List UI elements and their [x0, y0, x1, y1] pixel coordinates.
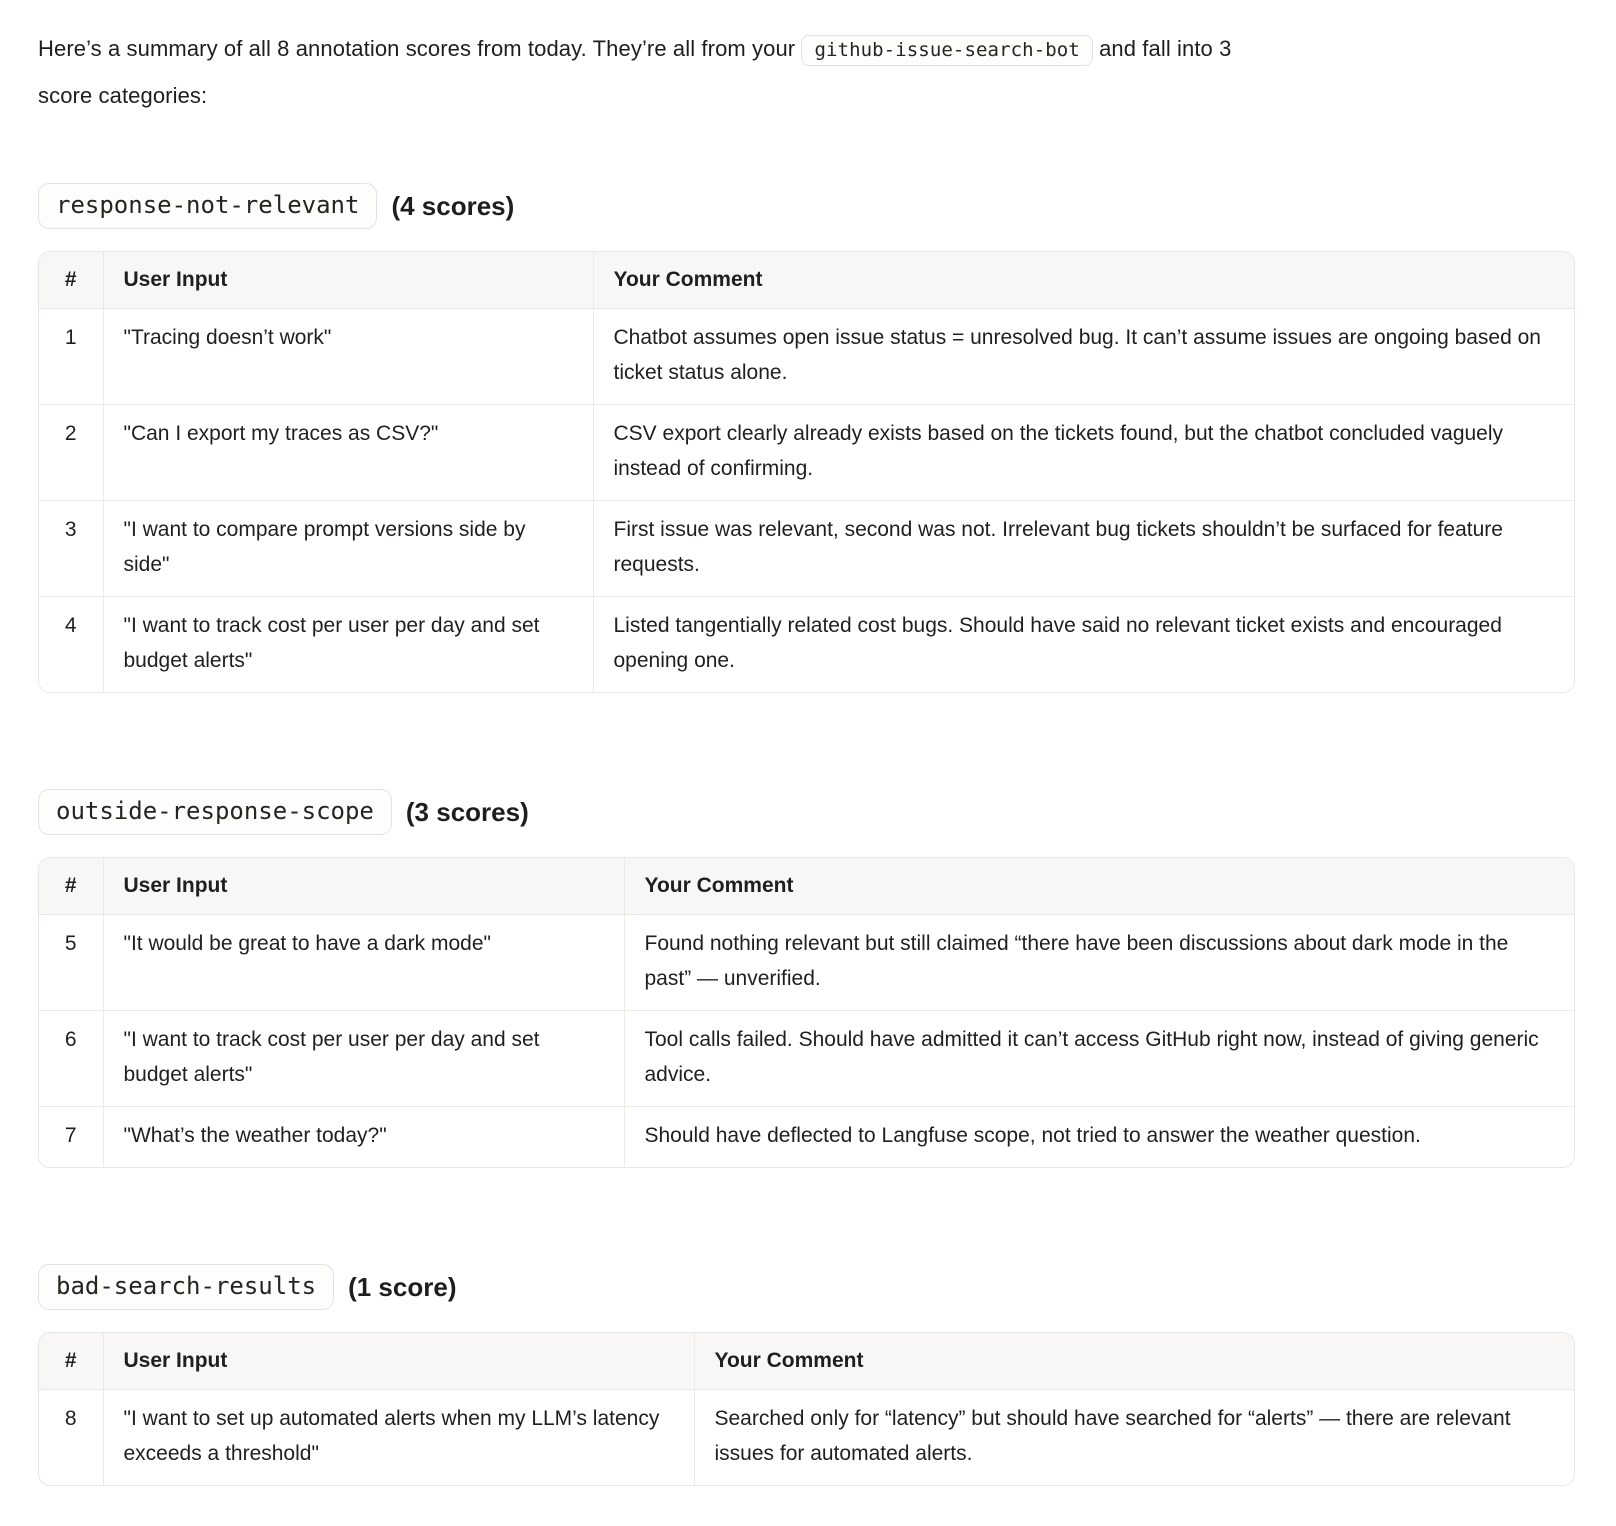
scores-table-container — [38, 857, 1575, 1168]
column-header-comment: Your Comment — [624, 858, 1574, 915]
comment-cell: First issue was relevant, second was not. Irrelevant bug tickets shouldn’t be surfaced for feature requests. — [593, 501, 1574, 597]
table-row — [39, 915, 1574, 1011]
user-input-cell: "Tracing doesn’t work" — [103, 309, 593, 405]
row-number: 2 — [39, 405, 103, 501]
user-input-cell: "I want to compare prompt versions side by side" — [103, 501, 593, 597]
section-heading — [38, 789, 1576, 835]
table-row — [39, 597, 1574, 693]
user-input-cell: "What’s the weather today?" — [103, 1107, 624, 1168]
section-outside-response-scope — [38, 789, 1576, 1168]
intro-paragraph — [38, 26, 1576, 119]
intro-text-1: Here’s a summary of all 8 annotation scores from today. They’re all from your — [38, 36, 802, 61]
section-bad-search-results — [38, 1264, 1576, 1486]
score-count-label: (1 score) — [348, 1271, 457, 1302]
column-header-comment: Your Comment — [593, 252, 1574, 309]
comment-cell: Tool calls failed. Should have admitted it can’t access GitHub right now, instead of giving generic advice. — [624, 1011, 1574, 1107]
comment-cell: CSV export clearly already exists based on the tickets found, but the chatbot concluded vaguely instead of confirming. — [593, 405, 1574, 501]
user-input-cell: "Can I export my traces as CSV?" — [103, 405, 593, 501]
section-response-not-relevant — [38, 183, 1576, 693]
bot-name-code-chip: github-issue-search-bot — [801, 35, 1092, 66]
column-header-num: # — [39, 1333, 103, 1390]
comment-cell: Searched only for “latency” but should have searched for “alerts” — there are relevant issues for automated alerts. — [694, 1390, 1574, 1486]
score-count-label: (4 scores) — [391, 190, 515, 221]
score-count-label: (3 scores) — [405, 796, 529, 827]
table-row — [39, 405, 1574, 501]
row-number: 7 — [39, 1107, 103, 1168]
user-input-cell: "I want to track cost per user per day and set budget alerts" — [103, 597, 593, 693]
scores-table — [39, 1333, 1574, 1485]
column-header-user-input: User Input — [103, 1333, 694, 1390]
scores-table-container — [38, 251, 1575, 693]
user-input-cell: "I want to set up automated alerts when my LLM’s latency exceeds a threshold" — [103, 1390, 694, 1486]
table-row — [39, 309, 1574, 405]
intro-text-3: score categories: — [38, 83, 208, 108]
column-header-num: # — [39, 252, 103, 309]
section-heading — [38, 183, 1576, 229]
user-input-cell: "It would be great to have a dark mode" — [103, 915, 624, 1011]
user-input-cell: "I want to track cost per user per day and set budget alerts" — [103, 1011, 624, 1107]
section-heading — [38, 1264, 1576, 1310]
score-category-chip: outside-response-scope — [38, 789, 392, 835]
table-header-row — [39, 858, 1574, 915]
table-header-row — [39, 1333, 1574, 1390]
comment-cell: Chatbot assumes open issue status = unresolved bug. It can’t assume issues are ongoing based on ticket status alone. — [593, 309, 1574, 405]
row-number: 8 — [39, 1390, 103, 1486]
row-number: 4 — [39, 597, 103, 693]
column-header-num: # — [39, 858, 103, 915]
scores-table — [39, 858, 1574, 1167]
scores-table-container — [38, 1332, 1575, 1486]
column-header-comment: Your Comment — [694, 1333, 1574, 1390]
scores-table — [39, 252, 1574, 692]
intro-text-2: and fall into 3 — [1092, 36, 1232, 61]
row-number: 1 — [39, 309, 103, 405]
comment-cell: Listed tangentially related cost bugs. Should have said no relevant ticket exists and encouraged opening one. — [593, 597, 1574, 693]
column-header-user-input: User Input — [103, 252, 593, 309]
row-number: 5 — [39, 915, 103, 1011]
comment-cell: Found nothing relevant but still claimed “there have been discussions about dark mode in the past” — unverified. — [624, 915, 1574, 1011]
column-header-user-input: User Input — [103, 858, 624, 915]
table-row — [39, 1107, 1574, 1168]
comment-cell: Should have deflected to Langfuse scope, not tried to answer the weather question. — [624, 1107, 1574, 1168]
row-number: 3 — [39, 501, 103, 597]
table-row — [39, 501, 1574, 597]
table-header-row — [39, 252, 1574, 309]
score-category-chip: bad-search-results — [38, 1264, 334, 1310]
score-category-chip: response-not-relevant — [38, 183, 377, 229]
table-row — [39, 1390, 1574, 1486]
row-number: 6 — [39, 1011, 103, 1107]
table-row — [39, 1011, 1574, 1107]
